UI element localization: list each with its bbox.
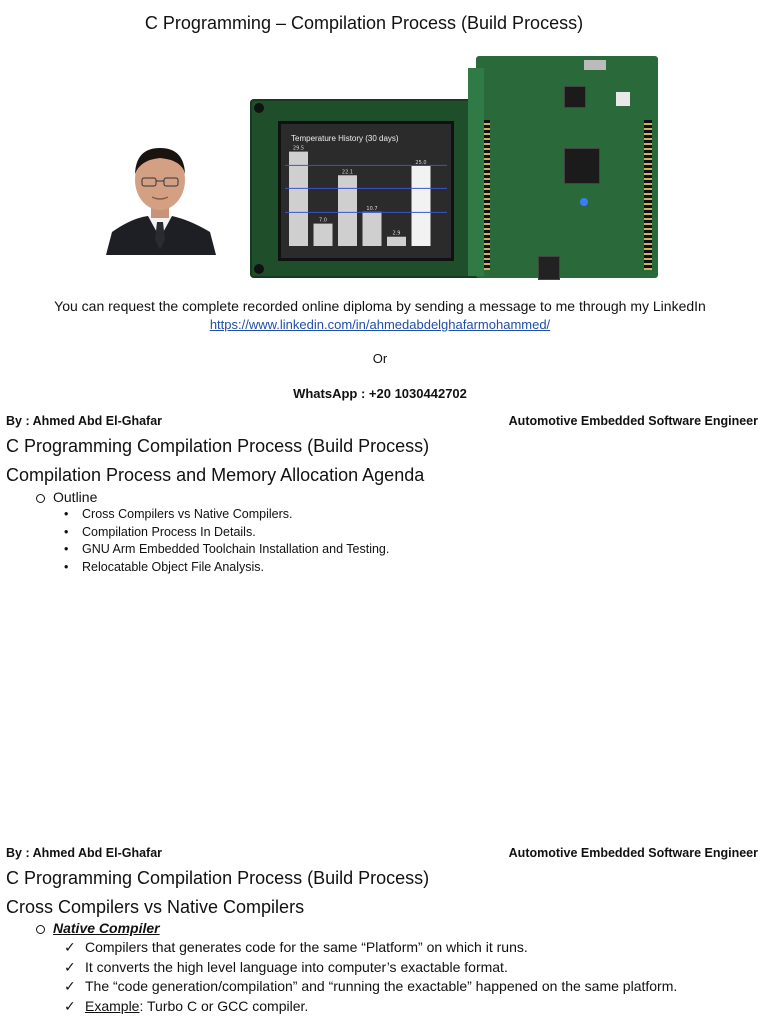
hollow-bullet-icon <box>36 925 45 934</box>
checkmark-icon: ✓ <box>64 939 76 955</box>
page-title: C Programming – Compilation Process (Build Process) <box>144 13 584 33</box>
example-text: : Turbo C or GCC compiler. <box>139 997 309 1014</box>
whatsapp-contact: WhatsApp : +20 1030442702 <box>293 386 467 401</box>
list-item: • GNU Arm Embedded Toolchain Installation and Testing. <box>64 541 389 559</box>
author-role: Automotive Embedded Software Engineer <box>508 846 758 860</box>
list-item: • Cross Compilers vs Native Compilers. <box>64 506 389 524</box>
chart-data-label: 7.0 <box>319 217 327 224</box>
linkedin-link[interactable]: https://www.linkedin.com/in/ahmedabdelghafarmohammed/ <box>209 317 551 332</box>
st-logo <box>616 92 630 106</box>
section-heading: C Programming Compilation Process (Build Process) <box>6 868 430 888</box>
mcu-chip <box>564 148 600 184</box>
pin-header <box>644 120 652 270</box>
usb-connector <box>584 60 606 70</box>
chart-bar <box>387 237 406 246</box>
screw-icon <box>254 264 264 274</box>
lcd-board-image <box>250 99 482 278</box>
lcd-screen <box>278 121 454 261</box>
outline-text: Outline <box>53 489 98 505</box>
list-item: • Compilation Process In Details. <box>64 524 389 542</box>
temperature-bar-chart <box>281 124 451 258</box>
chart-bar <box>338 175 357 246</box>
lcd-connector <box>468 68 484 276</box>
native-compiler-points <box>64 938 677 1016</box>
chart-bar <box>363 212 382 246</box>
chart-data-label: 2.9 <box>392 230 401 237</box>
audio-jack <box>538 256 560 280</box>
request-text: You can request the complete recorded online diploma by sending a message to me through my LinkedIn <box>54 298 706 314</box>
native-compiler-label <box>36 920 160 936</box>
checkmark-icon: ✓ <box>64 997 76 1014</box>
list-item <box>64 997 677 1017</box>
chart-title: Temperature History (30 days) <box>291 134 399 143</box>
chart-bar <box>412 166 431 246</box>
point-text: Compilers that generates code for the same “Platform” on which it runs. <box>85 939 528 955</box>
agenda-list <box>64 506 389 576</box>
chart-data-label: 10.7 <box>366 205 378 212</box>
outline-label <box>36 489 97 505</box>
chart-bar <box>314 224 333 246</box>
author-byline: By : Ahmed Abd El-Ghafar <box>6 846 163 860</box>
list-item: • Relocatable Object File Analysis. <box>64 559 389 577</box>
example-label: Example <box>85 997 140 1014</box>
hollow-bullet-icon <box>36 494 45 503</box>
discovery-board-image <box>476 56 658 278</box>
chart-data-label: 25.0 <box>415 160 427 166</box>
point-text: The “code generation/compilation” and “running the exactable” happened on the same platform. <box>85 978 678 994</box>
native-compiler-text: Native Compiler <box>53 920 160 936</box>
point-text: It converts the high level language into computer’s exactable format. <box>85 958 508 975</box>
list-item <box>64 958 677 978</box>
author-role: Automotive Embedded Software Engineer <box>508 414 758 428</box>
author-portrait-image <box>102 140 218 255</box>
stlink-chip <box>564 86 586 108</box>
author-byline: By : Ahmed Abd El-Ghafar <box>6 414 163 428</box>
checkmark-icon: ✓ <box>64 958 76 975</box>
or-text: Or <box>372 351 388 366</box>
screw-icon <box>254 103 264 113</box>
topic-heading: Cross Compilers vs Native Compilers <box>6 897 305 917</box>
chart-data-label: 29.5 <box>292 145 305 152</box>
list-item <box>64 938 677 958</box>
author-photo <box>102 140 218 255</box>
section-heading: C Programming Compilation Process (Build Process) <box>6 436 430 456</box>
chart-data-label: 22.1 <box>341 169 354 176</box>
user-button <box>580 198 588 206</box>
list-item <box>64 977 677 997</box>
checkmark-icon: ✓ <box>64 978 76 994</box>
agenda-heading: Compilation Process and Memory Allocation Agenda <box>6 465 425 485</box>
